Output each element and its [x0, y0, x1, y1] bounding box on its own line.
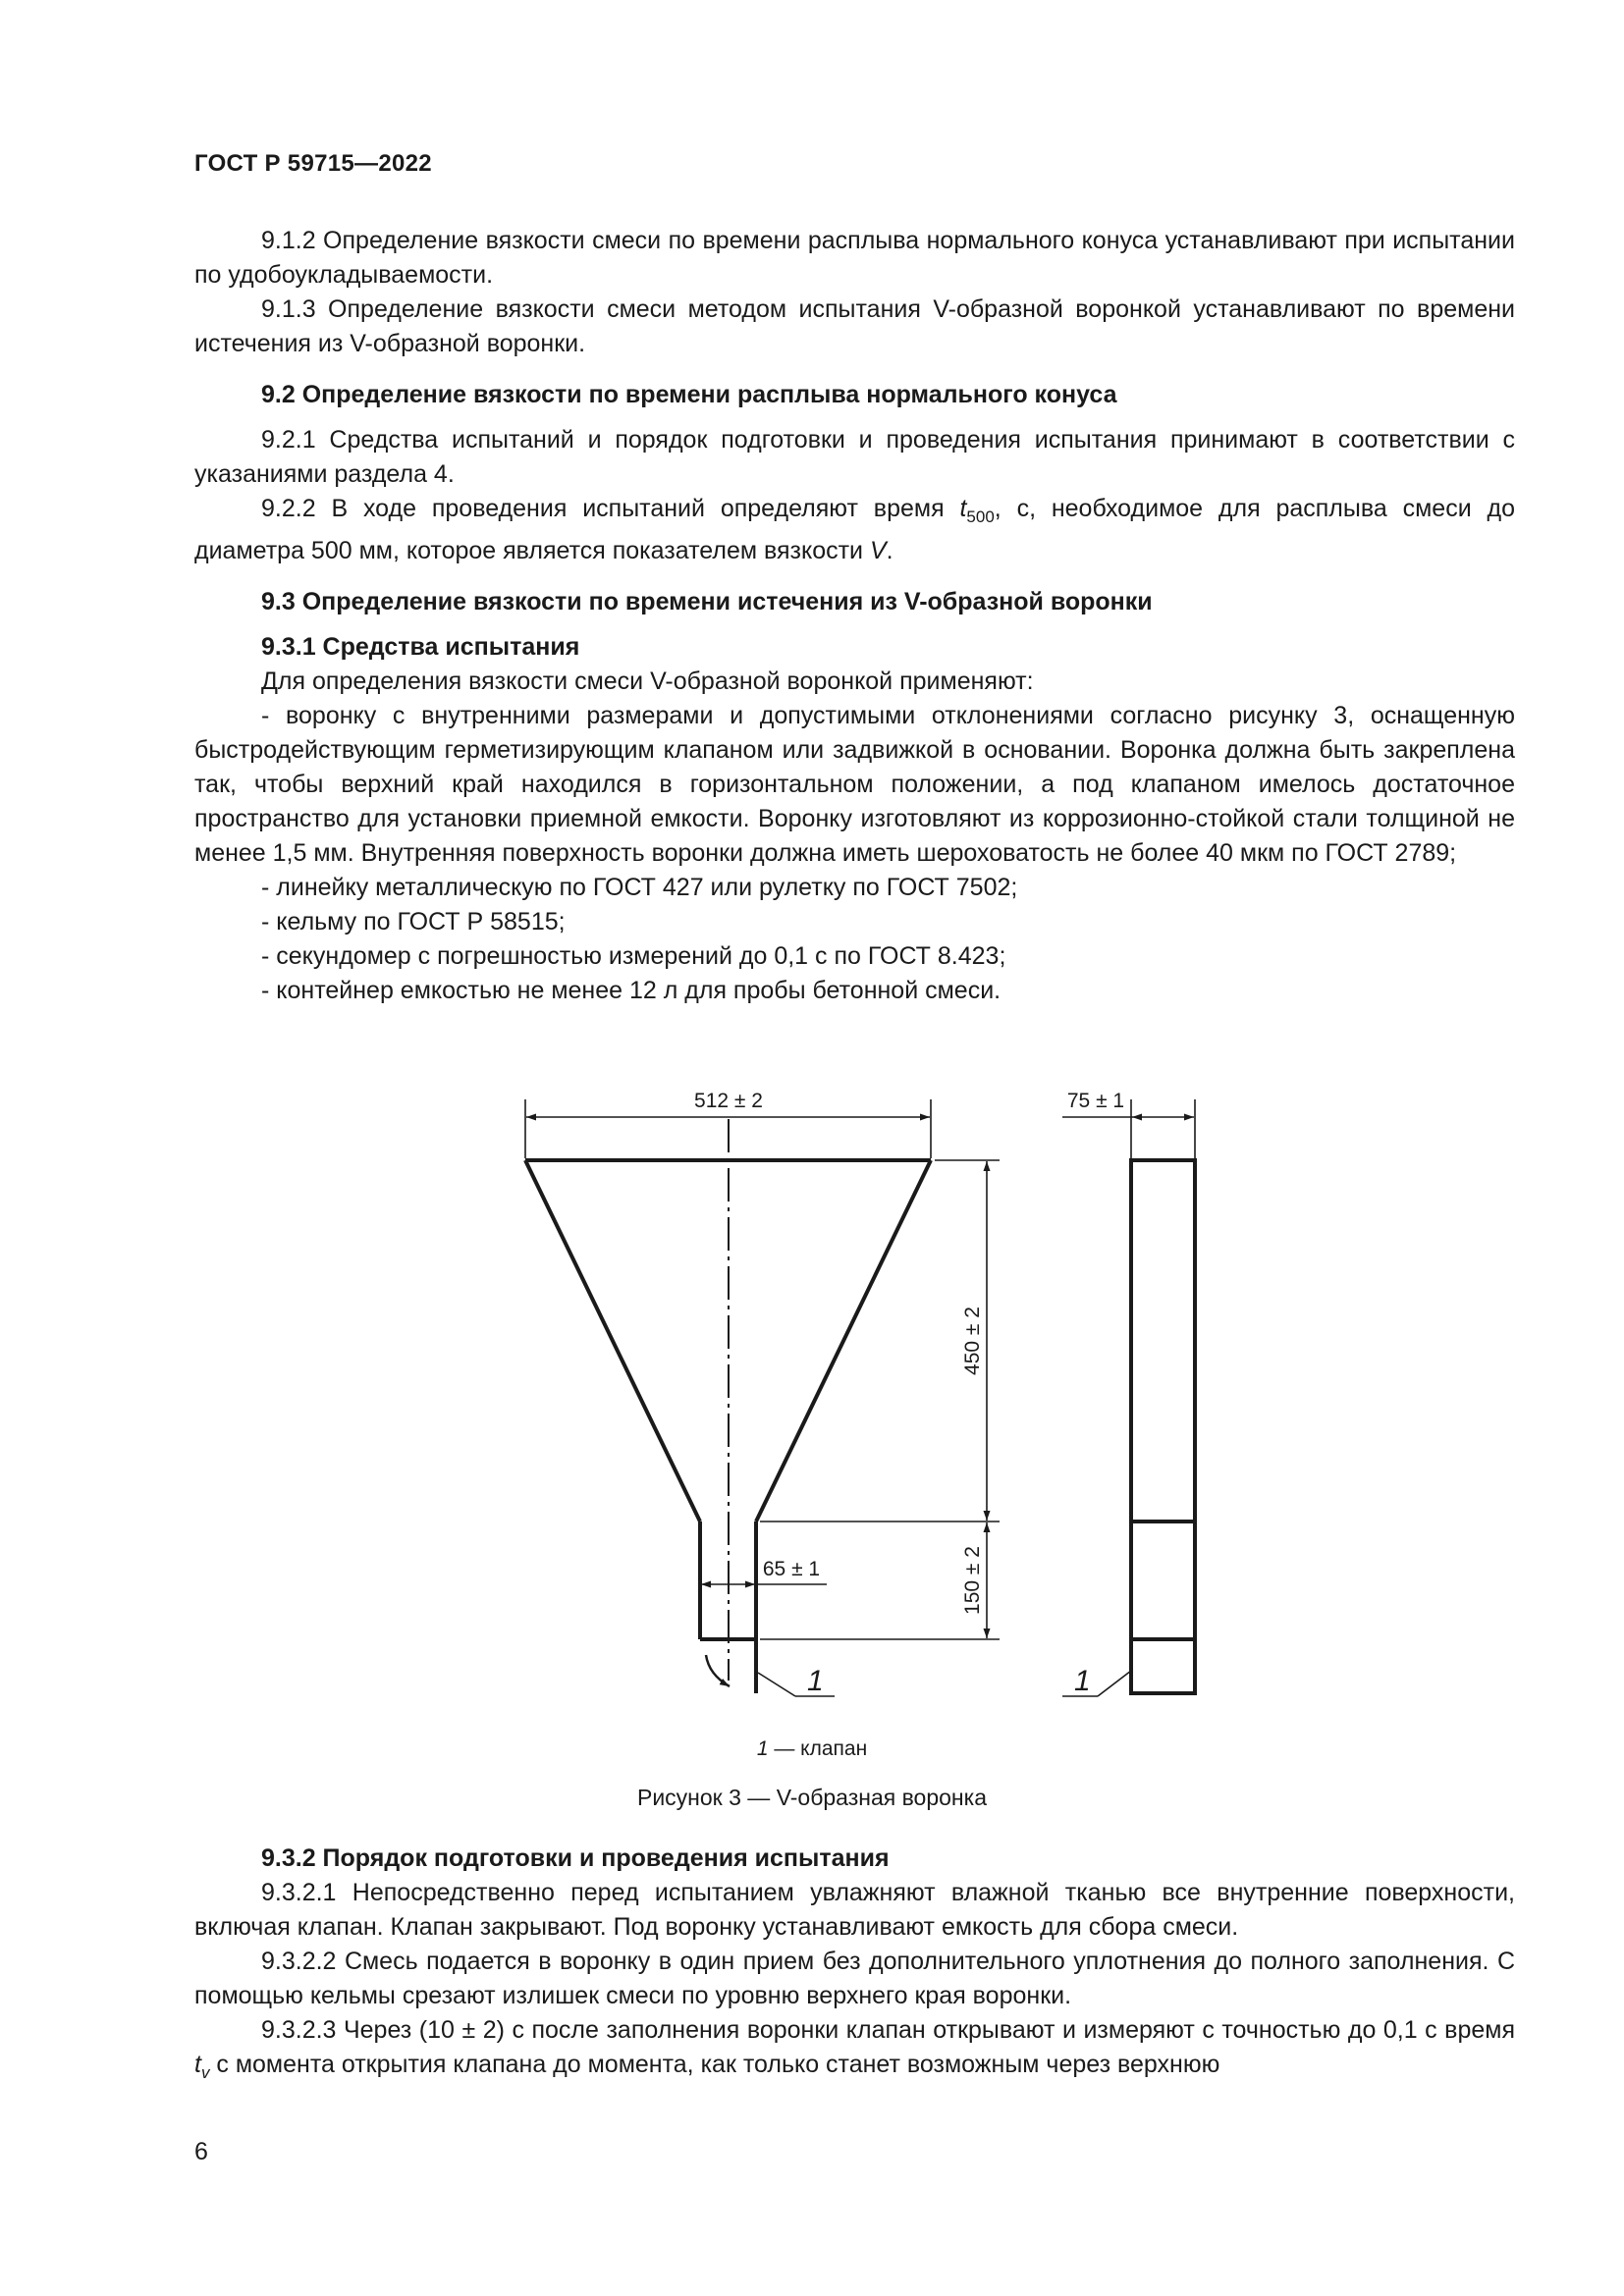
page-number: 6	[194, 2138, 208, 2165]
list-item-trowel: - кельму по ГОСТ Р 58515;	[261, 908, 566, 935]
paragraph-9-3-2-3: 9.3.2.3 Через (10 ± 2) с после заполнения воронки клапан открывают и измеряют с точностью до 0,1 с время $t_v$ с момента открытия клапана до момента, как только станет возможным через верхнюю	[194, 2016, 1515, 2082]
paragraph-9-3-1-intro: Для определения вязкости смеси V-образной воронкой применяют:	[261, 667, 1034, 695]
list-item-container: - контейнер емкостью не менее 12 л для пробы бетонной смеси.	[261, 977, 1001, 1004]
dimension-neck-height: 150 ± 2	[961, 1546, 984, 1615]
figure-legend: 1 — клапан	[756, 1737, 868, 1760]
funnel-side-view	[1131, 1160, 1195, 1693]
heading-9-3: 9.3 Определение вязкости по времени истечения из V-образной воронки	[261, 588, 1153, 615]
label-1-leader-front	[758, 1673, 795, 1696]
heading-9-3-2: 9.3.2 Порядок подготовки и проведения испытания	[261, 1844, 890, 1872]
paragraph-9-1-2: 9.1.2 Определение вязкости смеси по времени расплыва нормального конуса устанавливают при испытании по удобоукладываемости.	[194, 227, 1515, 289]
label-1-leader-side	[1098, 1671, 1131, 1696]
dimension-top-width: 512 ± 2	[694, 1090, 763, 1112]
list-item-ruler: - линейку металлическую по ГОСТ 427 или рулетку по ГОСТ 7502;	[261, 874, 1018, 901]
heading-9-3-1: 9.3.1 Средства испытания	[261, 633, 580, 661]
valve-arrow	[706, 1655, 730, 1686]
heading-9-2: 9.2 Определение вязкости по времени расплыва нормального конуса	[261, 381, 1117, 408]
paragraph-9-3-2-1: 9.3.2.1 Непосредственно перед испытанием увлажняют влажной тканью все внутренние поверхности, включая клапан. Клапан закрывают. Под воронку устанавливают емкость для сбора смеси.	[194, 1879, 1515, 1941]
paragraph-9-3-2-2: 9.3.2.2 Смесь подается в воронку в один прием без дополнительного уплотнения до полного заполнения. С помощью кельмы срезают излишек смеси по уровню верхнего края воронки.	[194, 1948, 1515, 2009]
list-item-funnel: - воронку с внутренними размерами и допустимыми отклонениями согласно рисунку 3, оснащенную быстродействующим герметизирующим клапаном или задвижкой в основании. Воронка должна быть закреплена так, чтобы верхний край находился в горизонтальном положении, а под клапаном имелось достаточное пространство для установки приемной емкости. Воронку изготовляют из коррозионно-стойкой стали толщиной не менее 1,5 мм. Внутренняя поверхность воронки должна иметь шероховатость не более 40 мкм по ГОСТ 2789;	[194, 702, 1515, 867]
label-valve-side: 1	[1074, 1665, 1091, 1697]
paragraph-9-1-3: 9.1.3 Определение вязкости смеси методом испытания V-образной воронкой устанавливают по времени истечения из V-образной воронки.	[194, 295, 1515, 357]
upper-text-block	[194, 224, 1515, 1008]
paragraph-9-2-2: 9.2.2 В ходе проведения испытаний определяют время $t_{500}$, с, необходимое для расплыва смеси до диаметра 500 мм, которое является показателем вязкости V.	[194, 495, 1515, 564]
lower-text-block	[194, 1842, 1515, 2090]
dimension-neck-width: 65 ± 1	[762, 1558, 821, 1580]
figure-caption: Рисунок 3 — V-образная воронка	[636, 1785, 987, 1810]
list-item-stopwatch: - секундомер с погрешностью измерений до 0,1 с по ГОСТ 8.423;	[261, 942, 1006, 970]
paragraph-9-2-1: 9.2.1 Средства испытаний и порядок подготовки и проведения испытания принимают в соответствии с указаниями раздела 4.	[194, 426, 1515, 488]
dimension-side-width: 75 ± 1	[1066, 1090, 1125, 1112]
dimension-cone-height: 450 ± 2	[961, 1307, 984, 1375]
document-code: ГОСТ Р 59715—2022	[194, 150, 432, 177]
label-valve-front: 1	[807, 1665, 824, 1697]
